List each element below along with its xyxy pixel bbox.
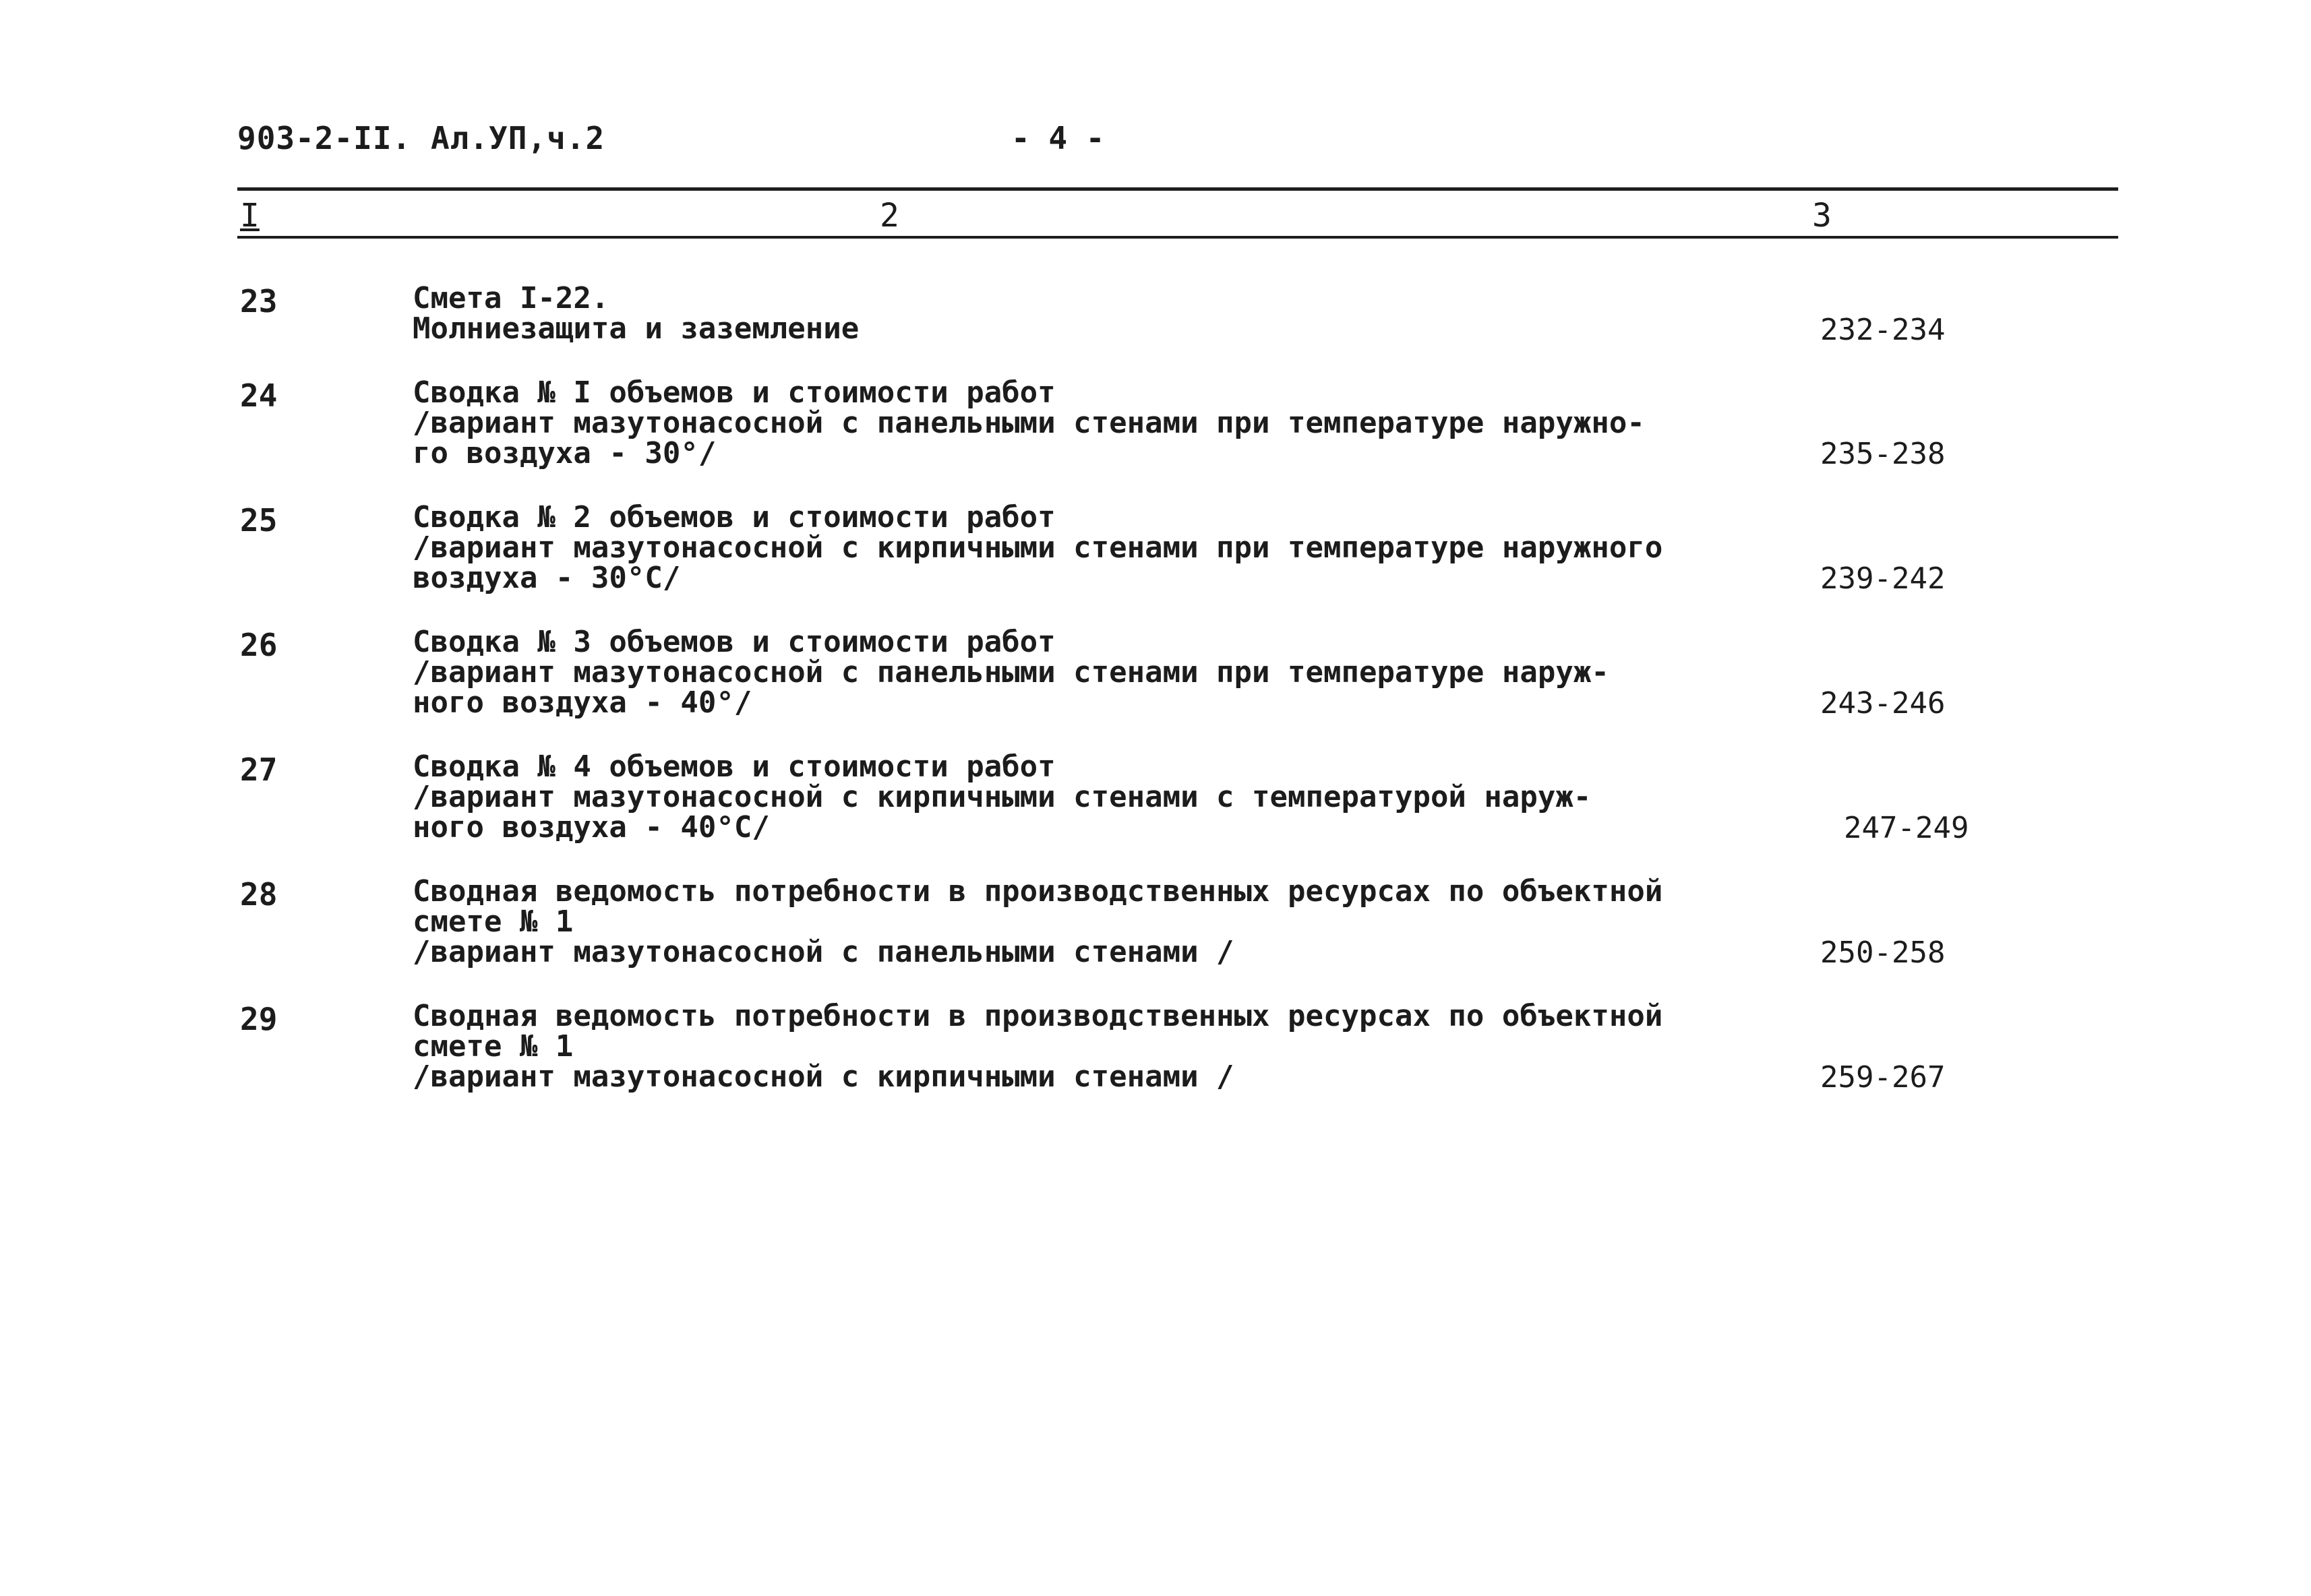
document-code: 903-2-II. Ал.УП,ч.2 (237, 120, 605, 156)
column-header-2: 2 (880, 197, 899, 235)
description-line: Сводная ведомость потребности в производственных ресурсах по объектной (413, 874, 1663, 909)
row-pages: 232-234 (1820, 313, 1946, 347)
row-number: 26 (240, 627, 278, 663)
description-line: Сводка № 4 объемов и стоимости работ (413, 749, 1056, 784)
row-description (413, 502, 1774, 593)
description-line: /вариант мазутонасосной с панельными стенами / (413, 935, 1234, 969)
description-line: /вариант мазутонасосной с панельными стенами при температуре наруж- (413, 655, 1609, 689)
description-line: ного воздуха - 40°/ (413, 685, 752, 720)
row-pages: 243-246 (1820, 686, 1946, 720)
row-number: 27 (240, 751, 278, 788)
description-line: Сводка № 3 объемов и стоимости работ (413, 625, 1056, 659)
description-line: /вариант мазутонасосной с кирпичными стенами при температуре наружного (413, 530, 1663, 565)
description-line: ного воздуха - 40°C/ (413, 810, 770, 845)
row-number: 28 (240, 876, 278, 913)
row-number: 23 (240, 283, 278, 319)
description-line: смете № 1 (413, 904, 574, 939)
row-pages: 247-249 (1844, 811, 1969, 845)
row-pages: 239-242 (1820, 561, 1946, 596)
row-description (413, 876, 1774, 967)
description-line: /вариант мазутонасосной с кирпичными стенами / (413, 1060, 1234, 1094)
description-line: Молниезащита и заземление (413, 311, 860, 346)
row-description (413, 1001, 1774, 1092)
description-line: го воздуха - 30°/ (413, 436, 717, 470)
row-pages: 250-258 (1820, 935, 1946, 970)
row-description (413, 283, 1774, 344)
description-line: /вариант мазутонасосной с панельными стенами при температуре наружно- (413, 406, 1645, 440)
row-description (413, 749, 1774, 845)
row-pages: 259-267 (1820, 1060, 1946, 1095)
row-number: 29 (240, 1001, 278, 1037)
description-line: Смета I-22. (413, 281, 609, 315)
column-header-1: I (240, 197, 260, 235)
description-line: воздуха - 30°C/ (413, 561, 681, 595)
column-header-3: 3 (1812, 197, 1832, 235)
row-description (413, 627, 1774, 718)
page-number: - 4 - (1011, 120, 1105, 156)
row-description (413, 377, 1774, 468)
description-line: /вариант мазутонасосной с кирпичными стенами с температурой наруж- (413, 780, 1592, 814)
description-line: смете № 1 (413, 1029, 574, 1064)
table-top-rule (237, 187, 2118, 191)
description-line: Сводка № I объемов и стоимости работ (413, 375, 1056, 410)
description-line: Сводная ведомость потребности в производственных ресурсах по объектной (413, 999, 1663, 1033)
description-line: Сводка № 2 объемов и стоимости работ (413, 500, 1056, 534)
row-number: 24 (240, 377, 278, 414)
row-number: 25 (240, 502, 278, 539)
table-header-rule (237, 236, 2118, 239)
row-pages: 235-238 (1820, 437, 1946, 471)
